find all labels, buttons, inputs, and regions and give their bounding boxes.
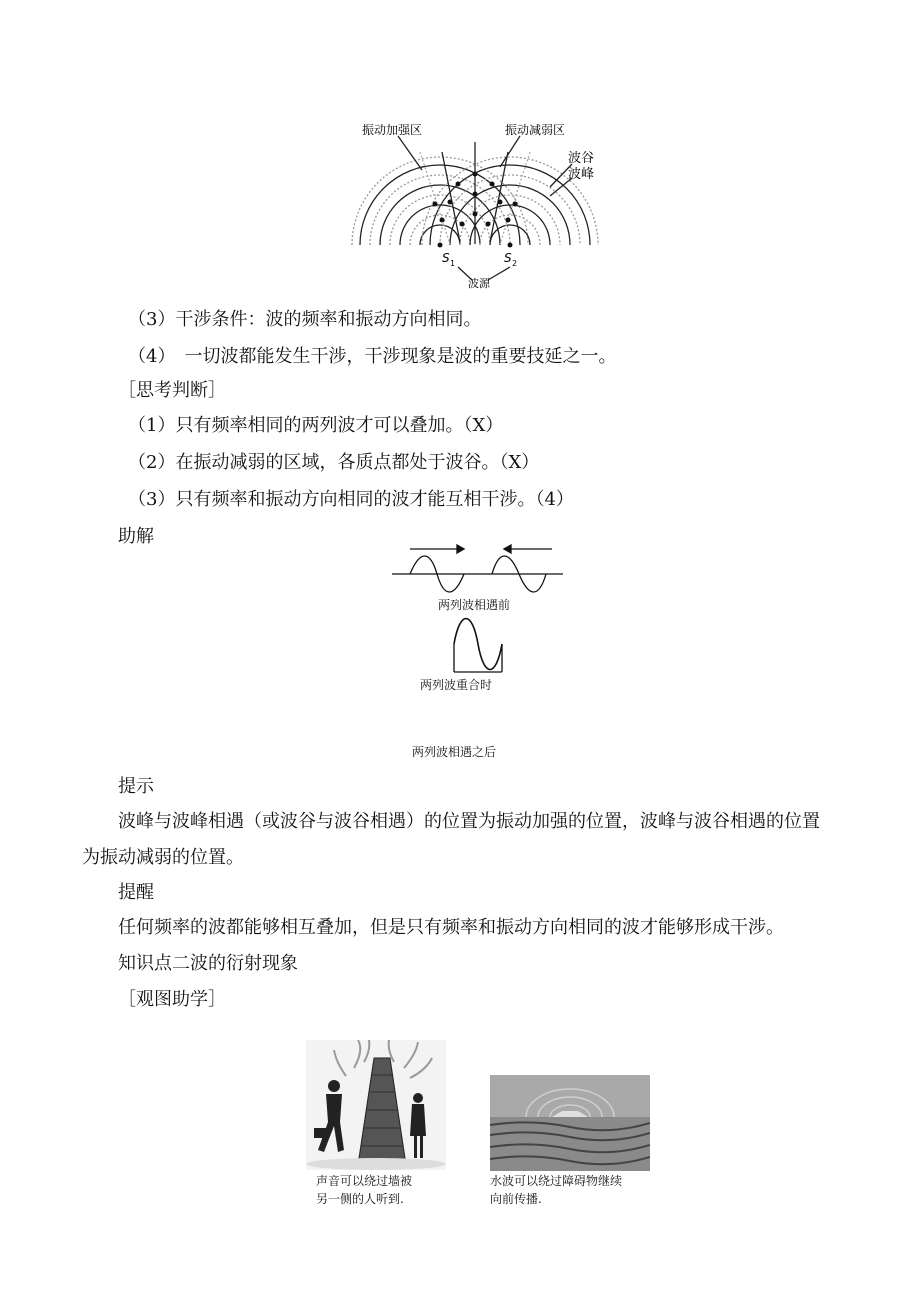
view-figure-heading: ［观图助学］ bbox=[118, 989, 226, 1010]
interference-diagram bbox=[350, 112, 610, 292]
label-strong: 振动加强区 bbox=[362, 123, 423, 137]
water-caption-1: 水波可以绕过障碍物继续 bbox=[490, 1174, 623, 1188]
interference-figure bbox=[350, 112, 610, 292]
caption-after-meeting: 两列波相遇之后 bbox=[412, 745, 497, 759]
sound-caption-1: 声音可以绕过墙被 bbox=[316, 1174, 413, 1188]
wave-figure bbox=[388, 540, 568, 700]
label-source: 波源 bbox=[468, 277, 490, 290]
sound-wall-illustration bbox=[306, 1040, 446, 1170]
knowledge-point-2: 知识点二波的衍射现象 bbox=[118, 953, 298, 974]
remind-heading: 提醒 bbox=[118, 882, 154, 903]
condition-4: （4） 一切波都能发生干涉，干涉现象是波的重要技延之一。 bbox=[128, 346, 617, 367]
condition-3: （3）干涉条件：波的频率和振动方向相同。 bbox=[128, 309, 482, 330]
remind-text: 任何频率的波都能够相互叠加，但是只有频率和振动方向相同的波才能够形成干涉。 bbox=[118, 917, 784, 938]
hint-text-1: 波峰与波峰相遇（或波谷与波谷相遇）的位置为振动加强的位置，波峰与波谷相遇的位置 bbox=[118, 811, 820, 832]
sound-diffraction-figure bbox=[306, 1040, 446, 1210]
hint-heading: 提示 bbox=[118, 776, 154, 797]
judge-item-3: （3）只有频率和振动方向相同的波才能互相干涉。（4） bbox=[128, 489, 574, 510]
label-s1: S bbox=[442, 251, 450, 265]
label-s1-sub: 1 bbox=[450, 259, 456, 268]
help-heading: 助解 bbox=[118, 526, 154, 547]
label-crest: 波峰 bbox=[568, 167, 595, 182]
sound-caption-2: 另一侧的人听到. bbox=[316, 1192, 404, 1206]
label-s2-sub: 2 bbox=[512, 259, 518, 268]
caption-before-meeting: 两列波相遇前 bbox=[438, 598, 511, 612]
water-diffraction-figure bbox=[490, 1075, 660, 1215]
judge-item-2: （2）在振动减弱的区域，各质点都处于波谷。（X） bbox=[128, 452, 540, 473]
label-weak: 振动减弱区 bbox=[505, 123, 566, 137]
caption-overlapping: 两列波重合时 bbox=[420, 678, 493, 692]
wave-superposition-diagram bbox=[388, 540, 568, 700]
water-wave-photo bbox=[490, 1075, 650, 1171]
hint-text-2: 为振动减弱的位置。 bbox=[82, 847, 244, 868]
judge-item-1: （1）只有频率相同的两列波才可以叠加。（X） bbox=[128, 415, 504, 436]
think-judge-heading: ［思考判断］ bbox=[118, 380, 226, 401]
label-trough: 波谷 bbox=[568, 151, 595, 166]
label-s2: S bbox=[504, 251, 512, 265]
water-caption-2: 向前传播. bbox=[490, 1192, 542, 1206]
